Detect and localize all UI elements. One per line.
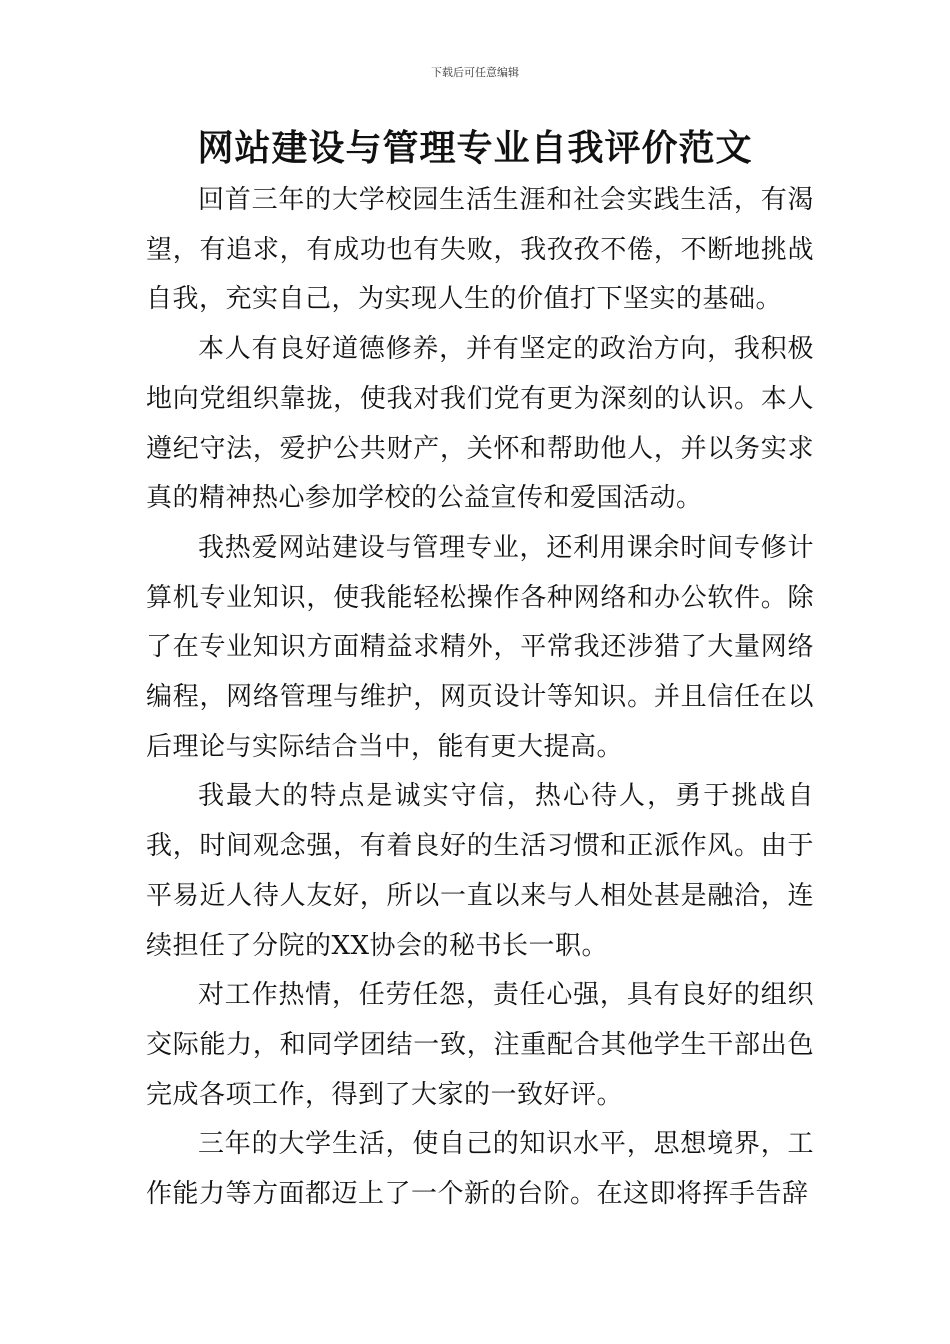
paragraph: 本人有良好道德修养，并有坚定的政治方向，我积极地向党组织靠拢，使我对我们党有更为深刻的认识。本人遵纪守法，爱护公共财产，关怀和帮助他人，并以务实求真的精神热心参加学校的公益宣传和爱国活动。 [146,334,814,514]
paragraph: 回首三年的大学校园生活生涯和社会实践生活，有渴望，有追求，有成功也有失败，我孜孜不倦，不断地挑战自我，充实自己，为实现人生的价值打下坚实的基础。 [146,185,814,315]
document-title: 网站建设与管理专业自我评价范文 [197,128,753,169]
paragraph: 三年的大学生活，使自己的知识水平，思想境界，工作能力等方面都迈上了一个新的台阶。在这即将挥手告辞 [146,1129,814,1210]
paragraph: 我热爱网站建设与管理专业，还利用课余时间专修计算机专业知识，使我能轻松操作各种网络和办公软件。除了在专业知识方面精益求精外，平常我还涉猎了大量网络编程，网络管理与维护，网页设计等知识。并且信任在以后理论与实际结合当中，能有更大提高。 [146,532,814,762]
document-body [146,176,814,1220]
paragraph: 我最大的特点是诚实守信，热心待人，勇于挑战自我，时间观念强，有着良好的生活习惯和正派作风。由于平易近人待人友好，所以一直以来与人相处甚是融洽，连续担任了分院的XX协会的秘书长一职。 [146,781,814,961]
paragraph: 对工作热情，任劳任怨，责任心强，具有良好的组织交际能力，和同学团结一致，注重配合其他学生干部出色完成各项工作，得到了大家的一致好评。 [146,980,814,1110]
page-header: 下载后可任意编辑 [431,66,519,79]
